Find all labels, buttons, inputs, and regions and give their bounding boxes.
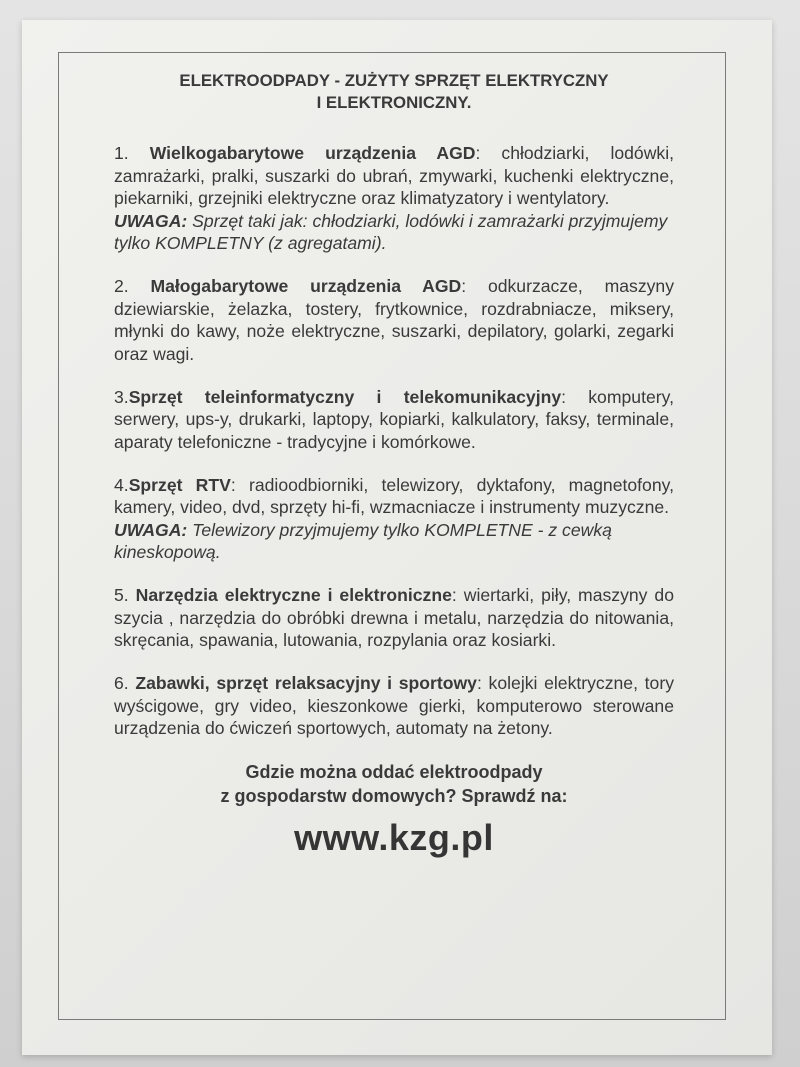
category-description: : odkurzacze, maszyny dziewiarskie, żelazka, tostery, frytkownice, rozdrabniacze, miksery, młynki do kawy, noże elektryczne, suszarki, depilatory, golarki, zegarki oraz wagi. bbox=[114, 276, 675, 364]
leaflet-content bbox=[114, 70, 674, 860]
category-description: : chłodziarki, lodówki, zamrażarki, pralki, suszarki do ubrań, zmywarki, kuchenki elektryczne, piekarniki, grzejniki elektryczne oraz klimatyzatory i wentylatory. bbox=[114, 143, 675, 208]
category-name: Małogabarytowe urządzenia AGD bbox=[150, 276, 462, 296]
footer-line-1: Gdzie można oddać elektroodpady bbox=[245, 762, 543, 782]
website-url: www.kzg.pl bbox=[294, 817, 494, 858]
title-line-2: I ELEKTRONICZNY. bbox=[316, 93, 472, 112]
category-section-2 bbox=[114, 275, 674, 365]
category-description: : kolejki elektryczne, tory wyścigowe, gry video, kieszonkowe gierki, komputerowo sterowane urządzenia do ćwiczeń sportowych, automaty na żetony. bbox=[114, 673, 674, 738]
warning-label: UWAGA: bbox=[114, 210, 188, 231]
category-name: Sprzęt RTV bbox=[128, 474, 231, 495]
category-section-3 bbox=[114, 386, 674, 454]
category-description: : wiertarki, piły, maszyny do szycia , narzędzia do obróbki drewna i metalu, narzędzia do nitowania, skręcania, spawania, lutowania, rozpylania oraz kosiarki. bbox=[114, 585, 675, 650]
section-number: 4. bbox=[114, 474, 129, 495]
warning-note bbox=[114, 519, 674, 564]
section-number: 2. bbox=[114, 276, 151, 296]
footer-question bbox=[114, 760, 674, 808]
category-section-1 bbox=[114, 142, 674, 255]
category-name: Wielkogabarytowe urządzenia AGD bbox=[149, 143, 476, 163]
category-section-4 bbox=[114, 474, 674, 564]
category-name: Zabawki, sprzęt relaksacyjny i sportowy bbox=[135, 673, 477, 693]
leaflet-title bbox=[114, 70, 674, 114]
category-description: : radioodbiorniki, telewizory, dyktafony, magnetofony, kamery, video, dvd, sprzęty hi-fi, wzmacniacze i instrumenty muzyczne. bbox=[114, 474, 674, 517]
warning-text: Sprzęt taki jak: chłodziarki, lodówki i zamrażarki przyjmujemy tylko KOMPLETNY (z agregatami). bbox=[114, 210, 668, 253]
title-line-1: ELEKTROODPADY - ZUŻYTY SPRZĘT ELEKTRYCZNY bbox=[179, 71, 609, 90]
section-number: 3. bbox=[114, 386, 129, 407]
section-number: 5. bbox=[114, 585, 136, 605]
category-section-6 bbox=[114, 672, 674, 740]
section-number: 1. bbox=[114, 143, 150, 163]
category-name: Narzędzia elektryczne i elektroniczne bbox=[135, 585, 452, 605]
warning-label: UWAGA: bbox=[114, 519, 188, 540]
section-number: 6. bbox=[114, 673, 136, 693]
category-section-5 bbox=[114, 584, 674, 652]
warning-note bbox=[114, 210, 674, 255]
category-description: : komputery, serwery, ups-y, drukarki, laptopy, kopiarki, kalkulatory, faksy, terminale, aparaty telefoniczne - tradycyjne i komórkowe. bbox=[114, 386, 674, 452]
footer-line-2: z gospodarstw domowych? Sprawdź na: bbox=[220, 786, 568, 806]
category-name: Sprzęt teleinformatyczny i telekomunikacyjny bbox=[128, 386, 562, 407]
warning-text: Telewizory przyjmujemy tylko KOMPLETNE - z cewką kineskopową. bbox=[114, 519, 612, 562]
